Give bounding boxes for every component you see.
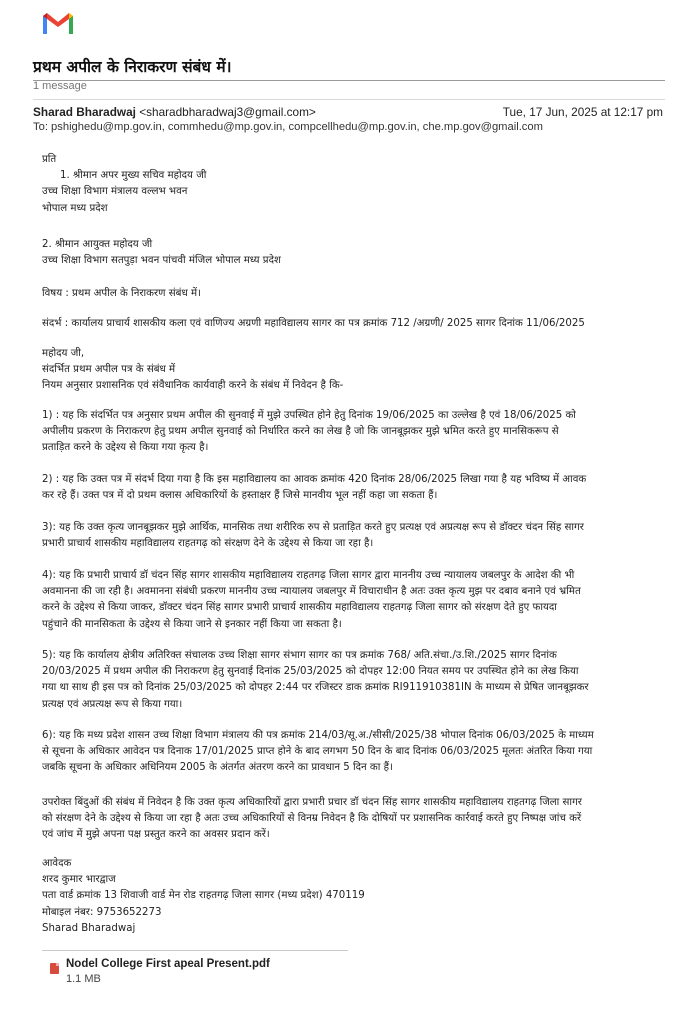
message-count: 1 message: [33, 80, 87, 92]
top-bar: [0, 0, 698, 48]
body-line: 20/03/2025 में प्रथम अपील की निराकरण हेतु सुनवाई दिनांक 25/03/2025 को दोपहर 12:00 नियत समय पर उपस्थित होने का लेख किया: [42, 666, 579, 678]
body-line: 1) : यह कि संदर्भित पत्र अनुसार प्रथम अपील की सुनवाई में मुझे उपस्थित होने हेतु दिनांक 19/06/2025 का उल्लेख है एवं 18/06/2025 को: [42, 410, 576, 421]
body-line: 2. श्रीमान आयुक्त महोदय जी: [42, 239, 153, 250]
body-line: अवमानना की जा रही है। अवमानना संबंधी प्रकरण माननीय उच्च न्यायालय जबलपुर में विचाराधीन है अतः उक्त कृत्य मुझ पर दबाव बनाने एवं भ्रमित: [42, 586, 581, 598]
body-line: 5): यह कि कार्यालय क्षेत्रीय अतिरिक्त संचालक उच्च शिक्षा सागर संभाग सागर का पत्र क्रमांक 768/ अति.संचा./उ.शि./2025 सागर दिनांक: [42, 650, 557, 661]
divider: [33, 99, 665, 100]
attachment-name[interactable]: Nodel College First apeal Present.pdf: [66, 958, 270, 970]
body-line: कर रहे हैं। उक्त पत्र में दो प्रथम क्लास अधिकारियों के हस्ताक्षर हैं जिसे मानवीय भूल नहीं कहा जा सकता हैं।: [42, 490, 438, 502]
paragraph-6: [42, 728, 662, 777]
body-line: नियम अनुसार प्रशासनिक एवं संवैधानिक कार्यवाही करने के संबंध में निवेदन है कि-: [42, 380, 344, 392]
body-line: पता वार्ड क्रमांक 13 शिवाजी वार्ड मेन रोड राहतगढ़ जिला सागर (मध्य प्रदेश) 470119: [42, 890, 365, 902]
email-subject: प्रथम अपील के निराकरण संबंध में।: [33, 58, 232, 76]
greeting: [42, 346, 662, 395]
body-line: प्रत्यक्ष एवं अप्रत्यक्ष रूप से किया गया।: [42, 698, 183, 710]
paragraph-3: [42, 520, 662, 552]
body-line: शरद कुमार भारद्वाज: [42, 874, 116, 886]
body-line: आवेदक: [42, 858, 72, 869]
body-line: महोदय जी,: [42, 348, 85, 359]
body-line: उच्च शिक्षा विभाग मंत्रालय वल्लभ भवन: [42, 186, 188, 198]
body-line: 3): यह कि उक्त कृत्य जानबूझकर मुझे आर्थिक, मानसिक तथा शरीरिक रुप से प्रताड़ित करते हुए प्रत्यक्ष एवं अप्रत्यक्ष रूप से डॉक्टर चंदन सिंह सागर: [42, 522, 584, 533]
body-line: उच्च शिक्षा विभाग सतपुड़ा भवन पांचवी मंजिल भोपाल मध्य प्रदेश: [42, 255, 281, 267]
body-line: प्रति: [42, 154, 57, 165]
body-line: 6): यह कि मध्य प्रदेश शासन उच्च शिक्षा विभाग मंत्रालय की पत्र क्रमांक 214/03/सू.अ./सीसी/2025/38 भोपाल दिनांक 06/03/2025 के माध्यम: [42, 730, 594, 741]
body-line: से सूचना के अधिकार आवेदन पत्र दिनाक 17/01/2025 प्राप्त होने के बाद लगभग 50 दिन के बाद दिनांक 06/03/2025 मूलतः अंतरित किया गया: [42, 746, 593, 758]
body-line: पहुंचाने की मानसिकता के उद्देश्य से किया जाने से इनकार नहीं किया जा सकता है।: [42, 618, 342, 630]
pdf-file-icon: [50, 963, 59, 974]
signature: [42, 856, 662, 937]
body-line: गया था साथ ही इस पत्र को दिनांक 25/03/2025 को दोपहर 2:44 पर रजिस्टर डाक क्रमांक RI911910381IN के माध्यम से प्रेषित जानबूझकर: [42, 682, 589, 694]
reference-line: [42, 316, 662, 332]
paragraph-1: [42, 408, 662, 457]
body-line: अपीलीय प्रकरण के निराकरण हेतु प्रथम अपील सुनवाई को निर्धारित करने का लेख है जो कि जानबूझकर मुझे भ्रमित करते हुए मानसिकरूप से: [42, 426, 559, 438]
divider: [33, 80, 665, 81]
body-line: को संरक्षण देने के उद्देश्य से किया जा रहा है अतः उच्च अधिकारियों से विनम्र निवेदन है कि दोषियों पर प्रशासनिक कार्रवाई करते हुए निष्पक्ष जांच करें: [42, 813, 582, 825]
email-body-header: [42, 152, 662, 217]
recipients-line: To: pshighedu@mp.gov.in, commhedu@mp.gov.in, compcellhedu@mp.gov.in, che.mp.gov@gmail.com: [33, 121, 543, 133]
body-line: करने के उद्देश्य से किया जाकर, डॉक्टर चंदन सिंह सागर प्रभारी प्राचार्य शासकीय महाविद्यालय राहतगढ़ जिला सागर को संरक्षण देते हुए फायदा: [42, 602, 557, 614]
body-line: मोबाइल नंबर: 9753652273: [42, 906, 162, 918]
subject-line: [42, 286, 662, 302]
gmail-logo-icon[interactable]: [35, 3, 81, 43]
body-line: 1. श्रीमान अपर मुख्य सचिव महोदय जी: [60, 170, 207, 182]
paragraph-4: [42, 568, 662, 633]
body-line: प्रभारी प्राचार्य शासकीय महाविद्यालय राहतगढ़ को संरक्षण देने के उद्देश्य से किया जा रहा है।: [42, 538, 374, 550]
recipient-2: [42, 237, 662, 269]
body-line: एवं जांच में मुझे अपना पक्ष प्रस्तुत करने का अवसर प्रदान करें।: [42, 829, 270, 841]
body-line: 2) : यह कि उक्त पत्र में संदर्भ दिया गया है कि इस महाविद्यालय का आवक क्रमांक 420 दिनांक 28/06/2025 लिखा गया है यह भविष्य में आवक: [42, 474, 587, 485]
paragraph-2: [42, 472, 662, 504]
paragraph-7: [42, 795, 662, 844]
body-line: उपरोक्त बिंदुओं की संबंध में निवेदन है कि उक्त कृत्य अधिकारियों द्वारा प्रभारी प्रचार डॉ चंदन सिंह सागर शासकीय महाविद्यालय राहतगढ़ जिला सागर: [42, 797, 582, 808]
body-line: जबकि सूचना के अधिकार अधिनियम 2005 के अंतर्गत अंतरण करने का प्रावधान 5 दिन का हैं।: [42, 762, 393, 774]
paragraph-5: [42, 648, 662, 713]
sender-email[interactable]: <sharadbharadwaj3@gmail.com>: [139, 105, 316, 119]
body-line: विषय : प्रथम अपील के निराकरण संबंध में।: [42, 288, 201, 299]
email-date: Tue, 17 Jun, 2025 at 12:17 pm: [502, 105, 663, 119]
sender-line: [33, 105, 673, 120]
body-line: संदर्भ : कार्यालय प्राचार्य शासकीय कला एवं वाणिज्य अग्रणी महाविद्यालय सागर का पत्र क्रमांक 712 /अग्रणी/ 2025 सागर दिनांक 11/06/2025: [42, 318, 585, 329]
body-line: Sharad Bharadwaj: [42, 922, 136, 934]
body-line: प्रताड़ित करने के उद्देश्य से किया गया कृत्य है।: [42, 442, 209, 454]
attachment-size: 1.1 MB: [66, 973, 101, 985]
attachment-divider: [42, 950, 348, 951]
sender-name[interactable]: Sharad Bharadwaj: [33, 105, 136, 119]
body-line: भोपाल मध्य प्रदेश: [42, 202, 108, 214]
body-line: 4): यह कि प्रभारी प्राचार्य डॉ चंदन सिंह सागर शासकीय महाविद्यालय राहतगढ़ जिला सागर द्वारा माननीय उच्च न्यायालय जबलपुर के आदेश की भी: [42, 570, 575, 581]
body-line: संदर्भित प्रथम अपील पत्र के संबंध में: [42, 364, 176, 376]
